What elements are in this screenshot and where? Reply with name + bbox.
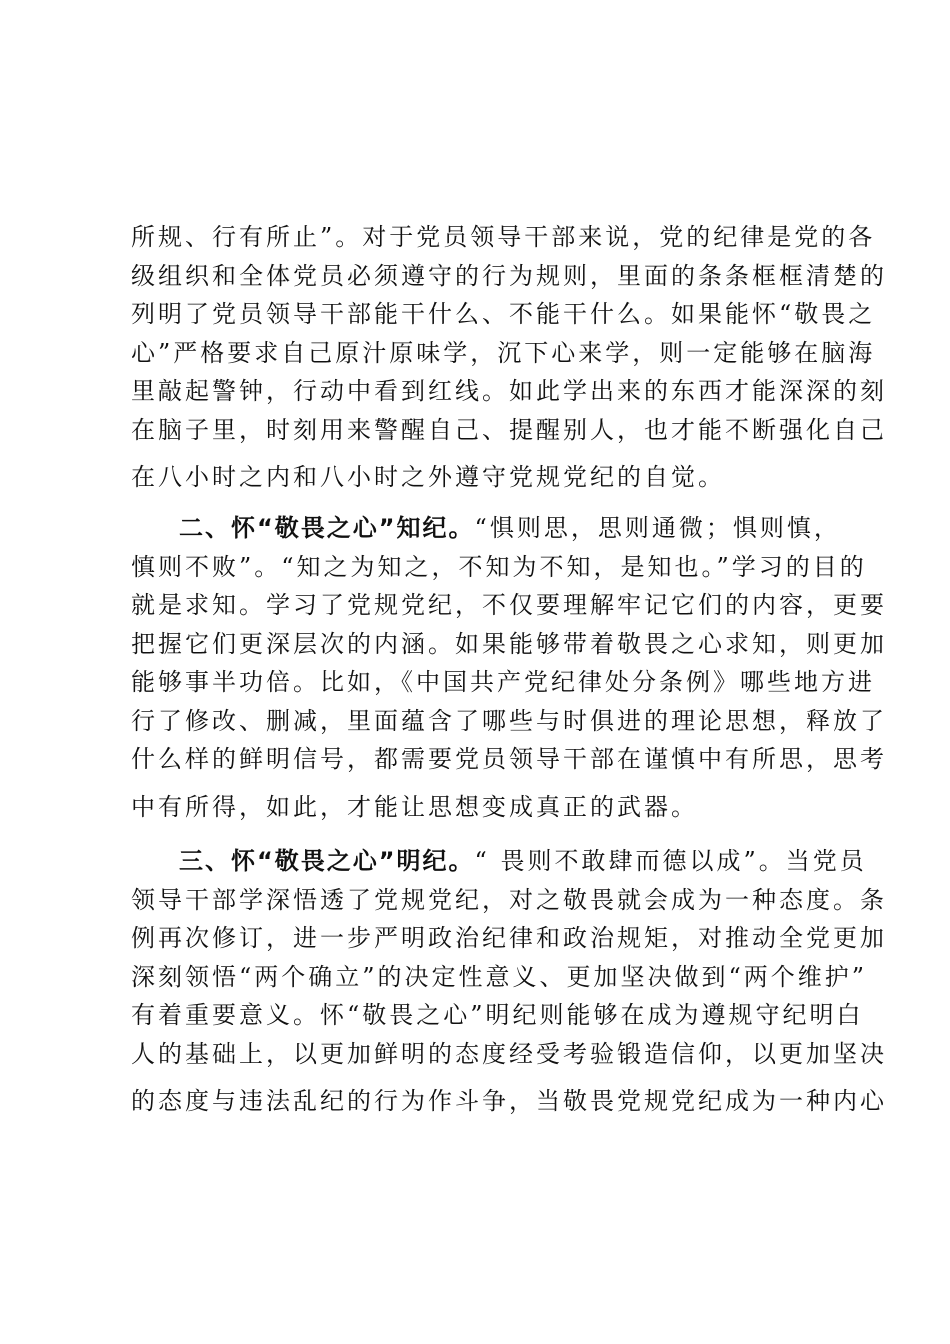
- text-line: 级组织和全体党员必须遵守的行为规则，里面的条条框框清楚的: [131, 261, 887, 290]
- text-line: 能够事半功倍。比如，《中国共产党纪律处分条例》哪些地方进: [131, 668, 875, 696]
- text-run: “ 畏则不敢肆而德以成”。当党员: [474, 847, 867, 875]
- paragraph-3-first-line: [131, 842, 867, 881]
- text-line: 列明了党员领导干部能干什么、不能干什么。如果能怀“敬畏之: [131, 300, 876, 328]
- text-line: 例再次修订，进一步严明政治纪律和政治规矩，对推动全党更加: [131, 924, 887, 952]
- text-line: 有着重要意义。怀“敬畏之心”明纪则能够在成为遵规守纪明白: [131, 1001, 864, 1029]
- text-line: 慎则不败”。“知之为知之，不知为不知，是知也。”学习的目的: [131, 552, 867, 581]
- text-line: 的态度与违法乱纪的行为作斗争，当敬畏党规党纪成为一种内心: [131, 1087, 887, 1115]
- paragraph-1: [131, 218, 887, 497]
- paragraph-3: [131, 842, 887, 1121]
- section-heading: 二、怀“敬畏之心”知纪。: [179, 514, 475, 542]
- text-line: 心”严格要求自己原汁原味学，沉下心来学，则一定能够在脑海: [131, 338, 876, 367]
- text-line: 在脑子里，时刻用来警醒自己、提醒别人，也才能不断强化自己: [131, 415, 887, 444]
- text-line: 在八小时之内和八小时之外遵守党规党纪的自觉。: [131, 463, 725, 491]
- text-line: 所规、行有所止”。对于党员领导干部来说，党的纪律是党的各: [131, 223, 876, 251]
- text-line: 行了修改、删减，里面蕴含了哪些与时俱进的理论思想，释放了: [131, 706, 887, 735]
- text-line: 就是求知。学习了党规党纪，不仅要理解牢记它们的内容，更要: [131, 591, 887, 619]
- paragraph-2-first-line: [131, 509, 841, 548]
- text-line: 里敲起警钟，行动中看到红线。如此学出来的东西才能深深的刻: [131, 377, 887, 405]
- text-line: 把握它们更深层次的内涵。如果能够带着敬畏之心求知，则更加: [131, 629, 887, 658]
- section-heading: 三、怀“敬畏之心”明纪。: [179, 847, 475, 875]
- text-line: 深刻领悟“两个确立”的决定性意义、更加坚决做到“两个维护”: [131, 962, 868, 991]
- text-line: 人的基础上，以更加鲜明的态度经受考验锻造信仰，以更加坚决: [131, 1039, 887, 1068]
- text-run: “惧则思，思则通微；惧则慎，: [474, 514, 841, 542]
- paragraph-2: [131, 509, 887, 826]
- text-line: 中有所得，如此，才能让思想变成真正的武器。: [131, 792, 698, 821]
- text-line: 领导干部学深悟透了党规党纪，对之敬畏就会成为一种态度。条: [131, 885, 887, 914]
- text-line: 什么样的鲜明信号，都需要党员领导干部在谨慎中有所思，思考: [131, 745, 887, 773]
